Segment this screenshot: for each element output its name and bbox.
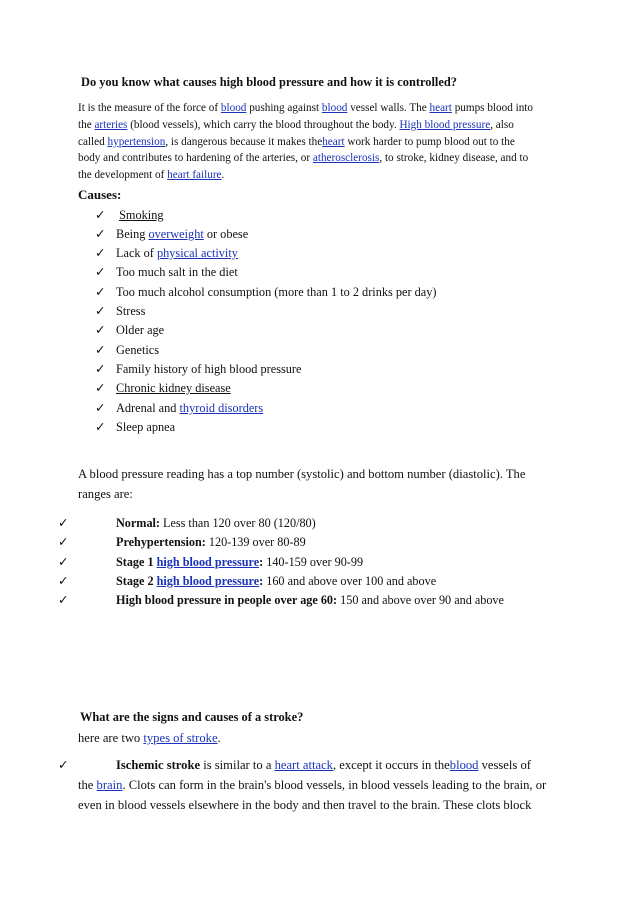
intro-line-3: called hypertension, is dangerous because it makes theheart work harder to pump blood out to the [78, 135, 515, 148]
checkmark-icon: ✓ [58, 574, 69, 588]
link-hypertension[interactable]: hypertension [107, 135, 166, 148]
link-smoking[interactable]: Smoking [119, 208, 164, 222]
checkmark-icon: ✓ [95, 381, 106, 395]
link-arteries[interactable]: arteries [94, 118, 128, 131]
link-physical-activity[interactable]: physical activity [156, 246, 238, 260]
ischemic-line-3: even in blood vessels elsewhere in the body and then travel to the brain. These clots block [78, 798, 532, 812]
checkmark-icon: ✓ [95, 246, 106, 260]
checkmark-icon: ✓ [95, 208, 106, 222]
stroke-intro: here are two types of stroke. [78, 731, 221, 745]
checkmark-icon: ✓ [95, 343, 106, 357]
heading-blood-pressure: Do you know what causes high blood pressure and how it is controlled? [81, 75, 457, 89]
link-brain[interactable]: brain [96, 778, 123, 792]
link-high-blood-pressure[interactable]: High blood pressure [399, 118, 491, 131]
link-heart-attack[interactable]: heart attack [274, 758, 333, 772]
intro-line-4: body and contributes to hardening of the arteries, or atherosclerosis, to stroke, kidney disease, and to [78, 152, 529, 165]
checkmark-icon: ✓ [95, 285, 106, 299]
checkmark-icon: ✓ [95, 265, 106, 279]
link-heart[interactable]: heart [322, 135, 345, 148]
link-overweight[interactable]: overweight [148, 227, 204, 241]
link-types-of-stroke[interactable]: types of stroke [143, 731, 218, 745]
heading-stroke: What are the signs and causes of a stroke? [80, 710, 304, 724]
ischemic-line-1: Ischemic stroke is similar to a heart attack, except it occurs in theblood vessels of [116, 758, 531, 772]
checkmark-icon: ✓ [58, 758, 69, 772]
link-heart-failure[interactable]: heart failure [167, 169, 222, 182]
checkmark-icon: ✓ [95, 362, 106, 376]
link-thyroid-disorders[interactable]: thyroid disorders [179, 401, 264, 415]
link-high-blood-pressure[interactable]: high blood pressure [156, 555, 260, 569]
intro-line-1: It is the measure of the force of blood pushing against blood vessel walls. The heart pumps blood into [78, 102, 534, 114]
intro-line-5: the development of heart failure. [78, 169, 225, 182]
ischemic-line-2: the brain. Clots can form in the brain's blood vessels, in blood vessels leading to the brain, or [78, 778, 547, 792]
link-blood[interactable]: blood [321, 102, 348, 114]
checkmark-icon: ✓ [58, 593, 69, 607]
intro-paragraph [78, 100, 570, 184]
link-atherosclerosis[interactable]: atherosclerosis [312, 152, 380, 165]
link-blood[interactable]: blood [449, 758, 479, 772]
checkmark-icon: ✓ [95, 420, 106, 434]
link-chronic-kidney-disease[interactable]: Chronic kidney disease [116, 381, 231, 395]
intro-line-2: the arteries (blood vessels), which carry the blood throughout the body. High blood pressure, also [78, 118, 514, 131]
link-heart[interactable]: heart [429, 102, 452, 114]
checkmark-icon: ✓ [58, 535, 69, 549]
reading-line-1: A blood pressure reading has a top number (systolic) and bottom number (diastolic). The [78, 467, 526, 481]
checkmark-icon: ✓ [95, 323, 106, 337]
checkmark-icon: ✓ [95, 227, 106, 241]
reading-line-2: ranges are: [78, 487, 133, 501]
causes-label: Causes: [78, 187, 122, 202]
checkmark-icon: ✓ [95, 304, 106, 318]
checkmark-icon: ✓ [95, 401, 106, 415]
link-high-blood-pressure[interactable]: high blood pressure [156, 574, 260, 588]
link-blood[interactable]: blood [220, 102, 247, 114]
checkmark-icon: ✓ [58, 516, 69, 530]
checkmark-icon: ✓ [58, 555, 69, 569]
